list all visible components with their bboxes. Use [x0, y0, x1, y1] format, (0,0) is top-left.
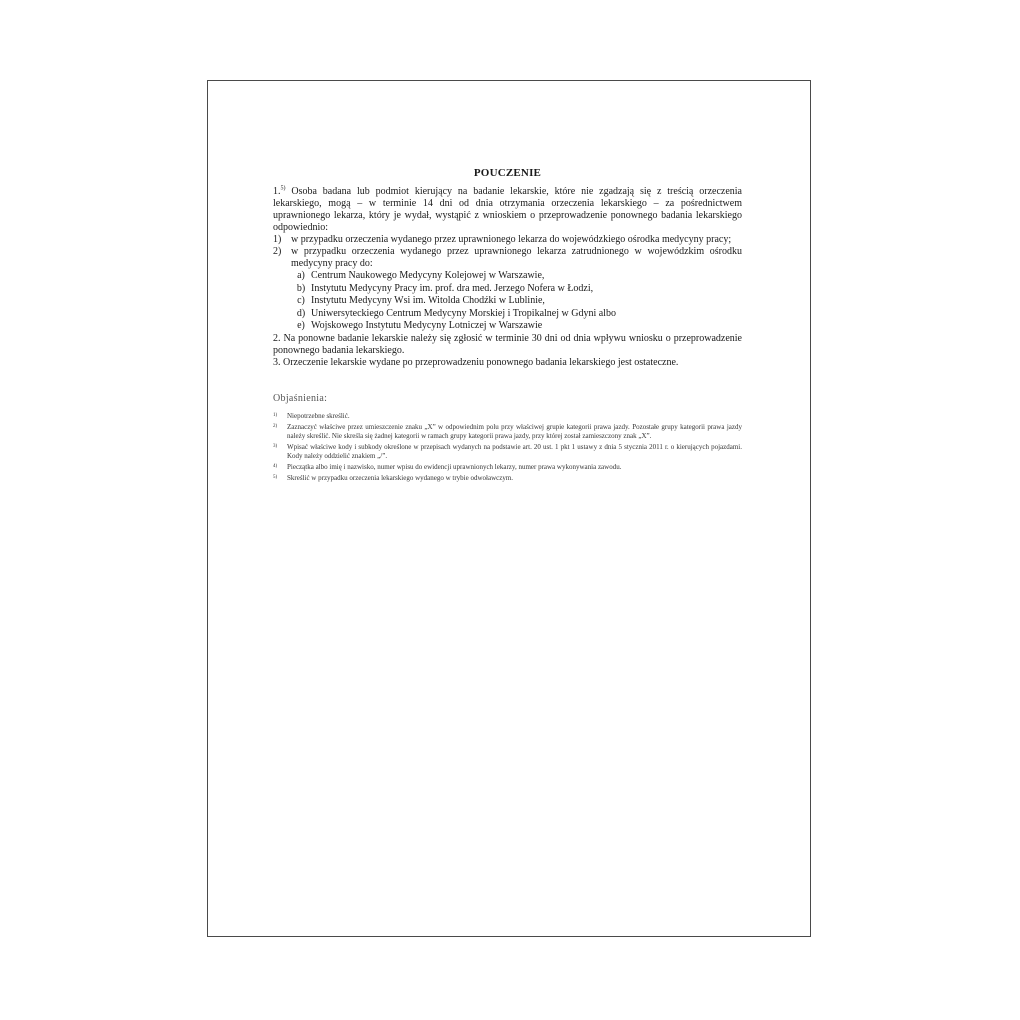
footnote-text: Wpisać właściwe kody i subkody określone w przepisach wydanych na podstawie art. 20 ust. 1 pkt 1 ustawy z dnia 5 stycznia 2011 r. o kierujących pojazdami. Kody należy oddzielić znakiem „/”.	[287, 442, 742, 460]
footnote	[273, 412, 742, 421]
footnote	[273, 463, 742, 472]
section-2: 2. Na ponowne badanie lekarskie należy się zgłosić w terminie 30 dni od dnia wpływu wniosku o przeprowadzenie ponownego badania lekarskiego.	[273, 332, 742, 356]
section-1-intro	[273, 186, 742, 234]
document-title: POUCZENIE	[473, 167, 542, 179]
sub-list-item	[291, 308, 742, 321]
sub-list-letter: b)	[296, 282, 306, 294]
sub-list-item	[291, 283, 742, 296]
footnote-text: Zaznaczyć właściwe przez umieszczenie znaku „X” w odpowiednim polu przy właściwej grupie kategorii prawa jazdy. Pozostałe grupy kategorii prawa jazdy należy skreślić. Nie skreśla się żadnej kategorii w ramach grupy kategorii prawa jazdy, przy której został zamieszczony znak „X”.	[287, 422, 742, 440]
list-item-number: 1)	[273, 234, 282, 245]
sub-list-letter: d)	[296, 307, 306, 319]
footnote	[273, 423, 742, 441]
list-item-number: 2)	[273, 246, 282, 257]
section-1-text: Osoba badana lub podmiot kierujący na badanie lekarskie, które nie zgadzają się z treścią orzeczenia lekarskiego, mogą – w terminie 14 dni od dnia otrzymania orzeczenia lekarskiego – za pośrednictwem uprawnionego lekarza, który je wydał, wystąpić z wnioskiem o przeprowadzenie ponownego badania lekarskiego odpowiednio:	[273, 186, 742, 233]
explanations-heading: Objaśnienia:	[273, 392, 328, 404]
footnote-number: 3)	[273, 443, 278, 449]
list-item	[273, 234, 742, 246]
footnote	[273, 443, 742, 461]
list-item-text: w przypadku orzeczenia wydanego przez uprawnionego lekarza do wojewódzkiego ośrodka medycyny pracy;	[291, 234, 732, 245]
sub-list-item	[291, 295, 742, 308]
footnote	[273, 474, 742, 483]
document-page	[207, 80, 811, 937]
footnote-text: Pieczątka albo imię i nazwisko, numer wpisu do ewidencji uprawnionych lekarzy, numer prawa wykonywania zawodu.	[287, 462, 622, 471]
sub-list-letter: a)	[297, 270, 305, 281]
footnote-number: 2)	[273, 423, 278, 429]
list-item	[273, 246, 742, 270]
footnote-text: Skreślić w przypadku orzeczenia lekarskiego wydanego w trybie odwoławczym.	[287, 473, 514, 482]
list-item-text: w przypadku orzeczenia wydanego przez uprawnionego lekarza zatrudnionego w wojewódzkim ośrodku medycyny pracy do:	[291, 246, 742, 269]
footnote-text: Niepotrzebne skreślić.	[287, 411, 350, 420]
sub-list-text: Centrum Naukowego Medycyny Kolejowej w Warszawie,	[311, 270, 545, 281]
sub-list-item	[291, 270, 742, 283]
sub-list-text: Wojskowego Instytutu Medycyny Lotniczej w Warszawie	[311, 320, 543, 331]
footnote-number: 5)	[273, 474, 278, 480]
document-content	[273, 167, 742, 485]
sub-list-item	[291, 320, 742, 333]
sub-list-text: Instytutu Medycyny Pracy im. prof. dra med. Jerzego Nofera w Łodzi,	[311, 282, 594, 294]
section-1-number: 1.	[273, 186, 281, 197]
footnote-ref-5: 5)	[280, 185, 286, 192]
sub-list-letter: e)	[297, 320, 305, 331]
sub-list-text: Uniwersyteckiego Centrum Medycyny Morskiej i Tropikalnej w Gdyni albo	[311, 307, 616, 319]
footnote-number: 1)	[273, 412, 278, 418]
sub-list-text: Instytutu Medycyny Wsi im. Witolda Chodźki w Lublinie,	[311, 295, 545, 306]
footnote-number: 4)	[273, 463, 278, 469]
sub-list-letter: c)	[297, 295, 305, 306]
section-3: 3. Orzeczenie lekarskie wydane po przeprowadzeniu ponownego badania lekarskiego jest ostateczne.	[273, 356, 679, 368]
